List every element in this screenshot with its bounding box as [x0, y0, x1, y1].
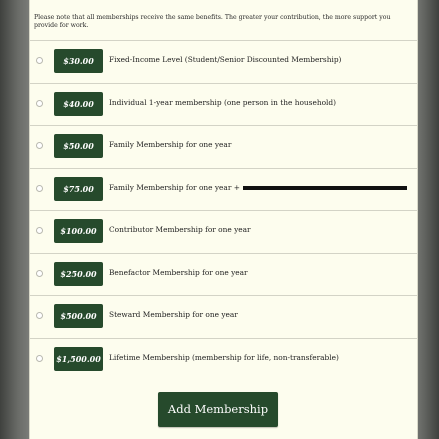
membership-radio[interactable]: [36, 312, 43, 319]
add-membership-button[interactable]: Add Membership: [158, 392, 278, 427]
membership-option-50[interactable]: [30, 125, 417, 168]
membership-option-1500[interactable]: [30, 338, 417, 381]
membership-option-250[interactable]: [30, 253, 417, 296]
membership-label: Steward Membership for one year: [109, 310, 238, 319]
price-badge: $500.00: [54, 304, 103, 328]
price-badge: $30.00: [54, 49, 103, 73]
price-badge: $250.00: [54, 262, 103, 286]
membership-radio[interactable]: [36, 185, 43, 192]
redacted-text-bar: [243, 186, 407, 190]
membership-radio[interactable]: [36, 227, 43, 234]
membership-label: Fixed-Income Level (Student/Senior Discounted Membership): [109, 55, 342, 64]
membership-option-30[interactable]: [30, 40, 417, 83]
membership-label: Individual 1-year membership (one person in the household): [109, 97, 337, 107]
membership-notice: Please note that all memberships receive the same benefits. The greater your contribution, the more support you provide for work.: [34, 14, 391, 29]
membership-label: Contributor Membership for one year: [109, 225, 251, 234]
membership-label: Lifetime Membership (membership for life, non-transferable): [109, 352, 339, 362]
price-badge: $100.00: [54, 219, 103, 243]
membership-radio[interactable]: [36, 355, 43, 362]
membership-option-75[interactable]: [30, 168, 417, 211]
membership-option-100[interactable]: [30, 210, 417, 253]
membership-list: [30, 40, 417, 380]
membership-label: Family Membership for one year +: [109, 182, 240, 192]
membership-radio[interactable]: [36, 57, 43, 64]
membership-radio[interactable]: [36, 270, 43, 277]
price-badge: $40.00: [54, 92, 103, 116]
membership-panel: [29, 0, 418, 439]
price-badge: $50.00: [54, 134, 103, 158]
membership-option-500[interactable]: [30, 295, 417, 338]
membership-label: Benefactor Membership for one year: [109, 267, 248, 277]
membership-radio[interactable]: [36, 100, 43, 107]
membership-label-wrapper: [109, 182, 407, 194]
price-badge: $75.00: [54, 177, 103, 201]
membership-radio[interactable]: [36, 142, 43, 149]
price-badge: $1,500.00: [54, 347, 103, 371]
membership-label: Family Membership for one year: [109, 140, 232, 149]
membership-option-40[interactable]: [30, 83, 417, 126]
